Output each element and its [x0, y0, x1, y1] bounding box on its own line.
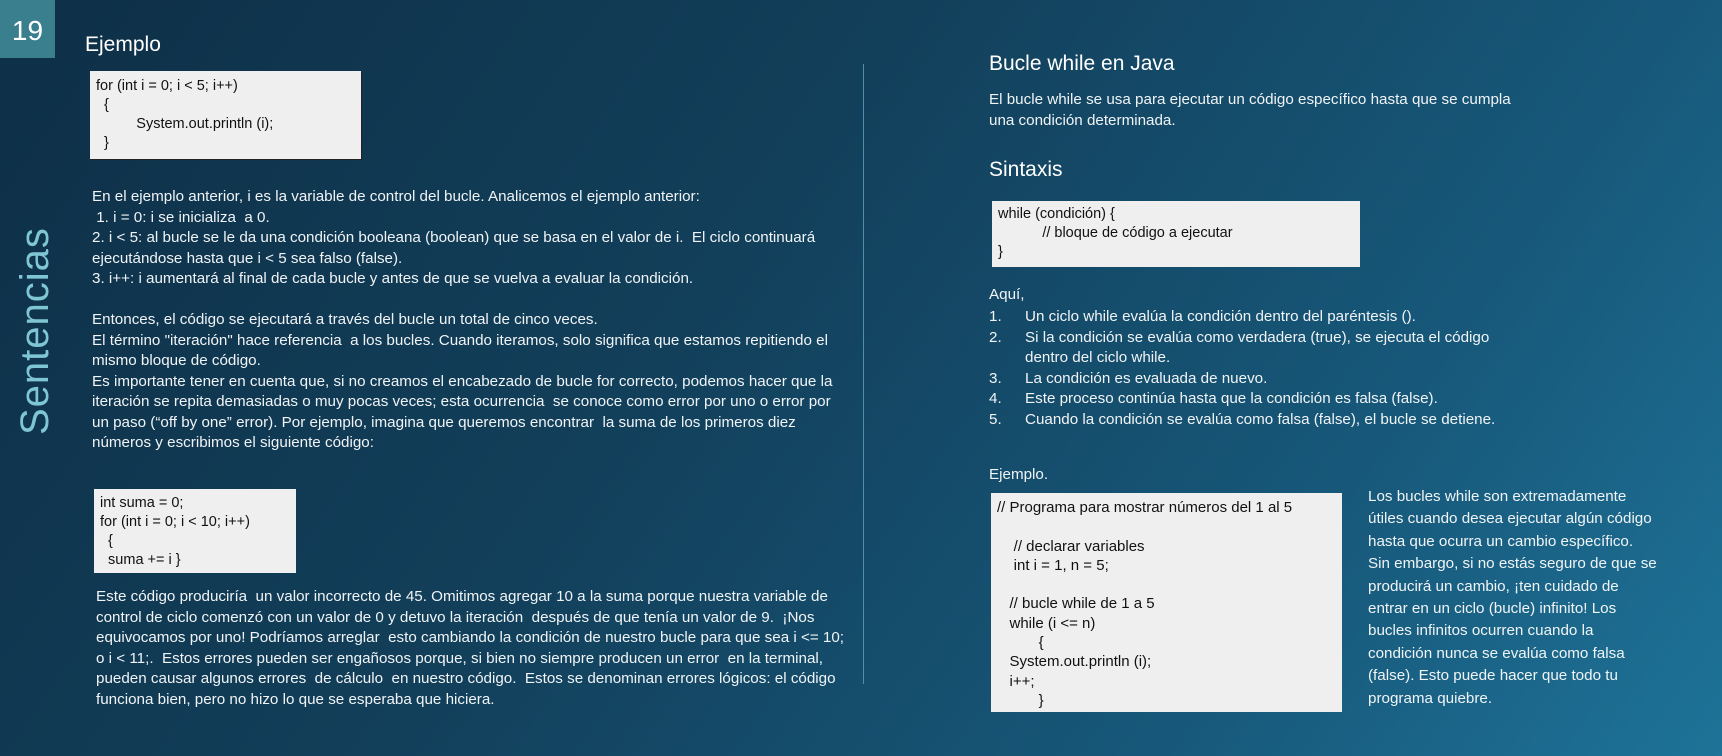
step-item: 1. Un ciclo while evalúa la condición dentro del paréntesis (). [989, 308, 1416, 325]
step-item: 2. Si la condición se evalúa como verdadera (true), se ejecuta el código dentro del ciclo while. [989, 328, 1490, 366]
while-example-code: // Programa para mostrar números del 1 al 5 // declarar variables int i = 1, n = 5; // bucle while de 1 a 5 while (i <= n) { System.out.println (i); i++; } [991, 493, 1342, 712]
step-item: 4. Este proceso continúa hasta que la condición es falsa (false). [989, 390, 1438, 407]
while-heading: Bucle while en Java [989, 52, 1175, 75]
for-loop-code: for (int i = 0; i < 5; i++) { System.out.println (i); } [90, 71, 361, 159]
section-title: Sentencias [13, 227, 57, 435]
error-explanation-text: Este código produciría un valor incorrecto de 45. Omitimos agregar 10 a la suma porque nuestra variable de control de ciclo comenzó con un valor de 0 y detuvo la iteración después de que tenía un valor de 9. ¡Nos equivocamos por uno! Podríamos arreglar esto cambiando la condición de nuestro bucle para que sea i <= 10; o i < 11;. Estos errores pueden ser engañosos porque, si bien no siempre producen un error en la terminal, pueden causar algunos errores de cálculo en nuestro código. Estos se denominan errores lógicos: el código funciona bien, pero no hizo lo que se esperaba que hiciera. [96, 588, 845, 708]
example-label: Ejemplo. [989, 466, 1049, 483]
step-item: 5. Cuando la condición se evalúa como falsa (false), el bucle se detiene. [989, 410, 1496, 428]
example-heading: Ejemplo [85, 33, 161, 56]
sum-code: int suma = 0; for (int i = 0; i < 10; i++) { suma += i } [94, 489, 296, 573]
slide-number: 19 [0, 0, 55, 58]
explanation-text: En el ejemplo anterior, i es la variable de control del bucle. Analicemos el ejemplo anterior: 1. i = 0: i se inicializa a 0. 2. i < 5: al bucle se le da una condición booleana (boolean) que se basa en el valor de i. El ciclo continuará ejecutándose hasta que i < 5 sea falso (false). 3. i++: i aumentará al final de cada bucle y antes de que se vuelva a evaluar la condición. Entonces, el código se ejecutará a través del bucle un total de cinco veces. El término "iteración" hace referencia a los bucles. Cuando iteramos, solo significa que estamos repitiendo el mismo bloque de código. Es importante tener en cuenta que, si no creamos el encabezado de bucle for correcto, podemos hacer que la iteración se repita demasiadas o muy pocas veces; esta ocurrencia se conoce como error por uno o error por un paso (“off by one” error). Por ejemplo, imagina que queremos encontrar la suma de los primeros diez números y escribimos el siguiente código: [92, 188, 833, 451]
while-intro: El bucle while se usa para ejecutar un código específico hasta que se cumpla una condición determinada. [989, 91, 1511, 129]
aqui-label: Aquí, [989, 286, 1025, 303]
step-item: 3. La condición es evaluada de nuevo. [989, 369, 1268, 387]
infinite-loop-note: Los bucles while son extremadamente útiles cuando desea ejecutar algún código hasta que ocurra un cambio específico. Sin embargo, si no estás seguro de que se producirá un cambio, ¡ten cuidado de entrar en un ciclo (bucle) infinito! Los bucles infinitos ocurren cuando la condición nunca se evalúa como falsa (false). Esto puede hacer que todo tu programa quiebre. [1368, 488, 1657, 707]
column-divider [863, 64, 864, 684]
syntax-code: while (condición) { // bloque de código a ejecutar } [992, 201, 1360, 267]
syntax-heading: Sintaxis [989, 158, 1063, 181]
steps-list [989, 307, 1495, 430]
